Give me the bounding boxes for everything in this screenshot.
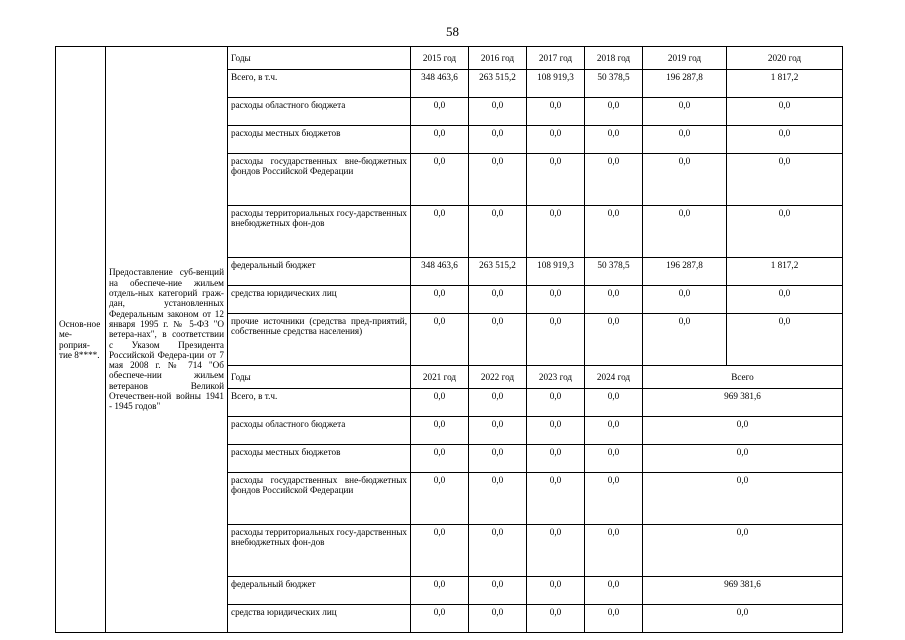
value-cell: 0,0 xyxy=(727,286,843,314)
row-label: расходы областного бюджета xyxy=(228,417,411,445)
value-cell: 0,0 xyxy=(585,389,643,417)
year-header: 2018 год xyxy=(585,47,643,70)
year-header: 2020 год xyxy=(727,47,843,70)
value-cell: 108 919,3 xyxy=(527,70,585,98)
value-cell: 0,0 xyxy=(585,126,643,154)
value-cell: 0,0 xyxy=(527,98,585,126)
value-cell: 0,0 xyxy=(411,605,469,633)
year-header: 2024 год xyxy=(585,366,643,389)
total-header: Всего xyxy=(643,366,843,389)
value-cell: 0,0 xyxy=(469,605,527,633)
year-header: 2022 год xyxy=(469,366,527,389)
value-cell: 0,0 xyxy=(727,206,843,258)
year-header: 2019 год xyxy=(643,47,727,70)
value-cell: 0,0 xyxy=(411,286,469,314)
value-cell: 0,0 xyxy=(411,525,469,577)
value-cell: 0,0 xyxy=(469,98,527,126)
row-label: прочие источники (средства пред-приятий, собственные средства населения) xyxy=(228,314,411,366)
total-cell: 0,0 xyxy=(643,525,843,577)
value-cell: 348 463,6 xyxy=(411,258,469,286)
value-cell: 0,0 xyxy=(585,286,643,314)
value-cell: 0,0 xyxy=(469,577,527,605)
year-header: 2016 год xyxy=(469,47,527,70)
value-cell: 0,0 xyxy=(727,98,843,126)
value-cell: 0,0 xyxy=(527,605,585,633)
year-header: 2021 год xyxy=(411,366,469,389)
total-cell: 0,0 xyxy=(643,445,843,473)
row-label: Всего, в т.ч. xyxy=(228,389,411,417)
value-cell: 1 817,2 xyxy=(727,70,843,98)
value-cell: 0,0 xyxy=(411,417,469,445)
value-cell: 0,0 xyxy=(469,206,527,258)
table-header-row xyxy=(56,47,843,70)
value-cell: 0,0 xyxy=(527,473,585,525)
value-cell: 0,0 xyxy=(585,154,643,206)
value-cell: 0,0 xyxy=(585,98,643,126)
value-cell: 0,0 xyxy=(643,314,727,366)
value-cell: 50 378,5 xyxy=(585,258,643,286)
value-cell: 0,0 xyxy=(469,126,527,154)
total-cell: 969 381,6 xyxy=(643,577,843,605)
total-cell: 0,0 xyxy=(643,605,843,633)
value-cell: 0,0 xyxy=(469,154,527,206)
value-cell: 0,0 xyxy=(585,577,643,605)
value-cell: 0,0 xyxy=(527,314,585,366)
value-cell: 0,0 xyxy=(585,206,643,258)
total-cell: 969 381,6 xyxy=(643,389,843,417)
value-cell: 0,0 xyxy=(585,445,643,473)
year-header: 2015 год xyxy=(411,47,469,70)
value-cell: 0,0 xyxy=(469,417,527,445)
value-cell: 0,0 xyxy=(411,98,469,126)
total-cell: 0,0 xyxy=(643,473,843,525)
value-cell: 0,0 xyxy=(469,473,527,525)
value-cell: 0,0 xyxy=(643,286,727,314)
value-cell: 196 287,8 xyxy=(643,258,727,286)
row-label: расходы областного бюджета xyxy=(228,98,411,126)
row-label: средства юридических лиц xyxy=(228,605,411,633)
value-cell: 0,0 xyxy=(411,445,469,473)
value-cell: 0,0 xyxy=(643,206,727,258)
page-number: 58 xyxy=(446,24,459,39)
value-cell: 0,0 xyxy=(527,445,585,473)
value-cell: 0,0 xyxy=(727,126,843,154)
value-cell: 196 287,8 xyxy=(643,70,727,98)
event-label-cell: Основ-ное ме-роприя-тие 8****. xyxy=(56,47,106,633)
value-cell: 0,0 xyxy=(527,206,585,258)
funding-table xyxy=(55,46,843,633)
row-label: расходы территориальных госу-дарственных внебюджетных фон-дов xyxy=(228,206,411,258)
value-cell: 0,0 xyxy=(411,314,469,366)
value-cell: 50 378,5 xyxy=(585,70,643,98)
value-cell: 0,0 xyxy=(643,98,727,126)
value-cell: 0,0 xyxy=(411,154,469,206)
description-cell: Предоставление суб-венций на обеспече-ние жильем отдель-ных категорий граж-дан, установленных Федеральным законом от 12 января 1995 г. № 5-ФЗ "О ветера-нах", в соответствии с Указом Президента Российской Федера-ции от 7 мая 2008 г. № 714 "Об обеспече-нии жильем ветеранов Великой Отечествен-ной войны 1941 - 1945 годов" xyxy=(106,47,228,633)
value-cell: 0,0 xyxy=(411,389,469,417)
years-header: Годы xyxy=(228,47,411,70)
value-cell: 108 919,3 xyxy=(527,258,585,286)
value-cell: 0,0 xyxy=(469,445,527,473)
value-cell: 0,0 xyxy=(643,154,727,206)
row-label: федеральный бюджет xyxy=(228,577,411,605)
value-cell: 0,0 xyxy=(527,577,585,605)
value-cell: 0,0 xyxy=(527,286,585,314)
value-cell: 0,0 xyxy=(469,286,527,314)
row-label: расходы территориальных госу-дарственных внебюджетных фон-дов xyxy=(228,525,411,577)
value-cell: 0,0 xyxy=(469,314,527,366)
value-cell: 0,0 xyxy=(469,525,527,577)
value-cell: 0,0 xyxy=(527,126,585,154)
value-cell: 0,0 xyxy=(585,473,643,525)
row-label: федеральный бюджет xyxy=(228,258,411,286)
value-cell: 0,0 xyxy=(727,314,843,366)
row-label: Всего, в т.ч. xyxy=(228,70,411,98)
value-cell: 263 515,2 xyxy=(469,70,527,98)
value-cell: 0,0 xyxy=(527,417,585,445)
value-cell: 0,0 xyxy=(527,154,585,206)
year-header: 2017 год xyxy=(527,47,585,70)
value-cell: 0,0 xyxy=(585,605,643,633)
value-cell: 0,0 xyxy=(411,126,469,154)
value-cell: 1 817,2 xyxy=(727,258,843,286)
value-cell: 0,0 xyxy=(411,206,469,258)
value-cell: 0,0 xyxy=(411,473,469,525)
value-cell: 0,0 xyxy=(469,389,527,417)
total-cell: 0,0 xyxy=(643,417,843,445)
value-cell: 0,0 xyxy=(585,314,643,366)
row-label: расходы местных бюджетов xyxy=(228,126,411,154)
value-cell: 0,0 xyxy=(727,154,843,206)
value-cell: 0,0 xyxy=(411,577,469,605)
value-cell: 0,0 xyxy=(643,126,727,154)
year-header: 2023 год xyxy=(527,366,585,389)
value-cell: 0,0 xyxy=(585,525,643,577)
value-cell: 348 463,6 xyxy=(411,70,469,98)
value-cell: 263 515,2 xyxy=(469,258,527,286)
value-cell: 0,0 xyxy=(585,417,643,445)
row-label: расходы государственных вне-бюджетных фондов Российской Федерации xyxy=(228,473,411,525)
value-cell: 0,0 xyxy=(527,525,585,577)
row-label: средства юридических лиц xyxy=(228,286,411,314)
row-label: расходы местных бюджетов xyxy=(228,445,411,473)
years-header: Годы xyxy=(228,366,411,389)
row-label: расходы государственных вне-бюджетных фондов Российской Федерации xyxy=(228,154,411,206)
value-cell: 0,0 xyxy=(527,389,585,417)
